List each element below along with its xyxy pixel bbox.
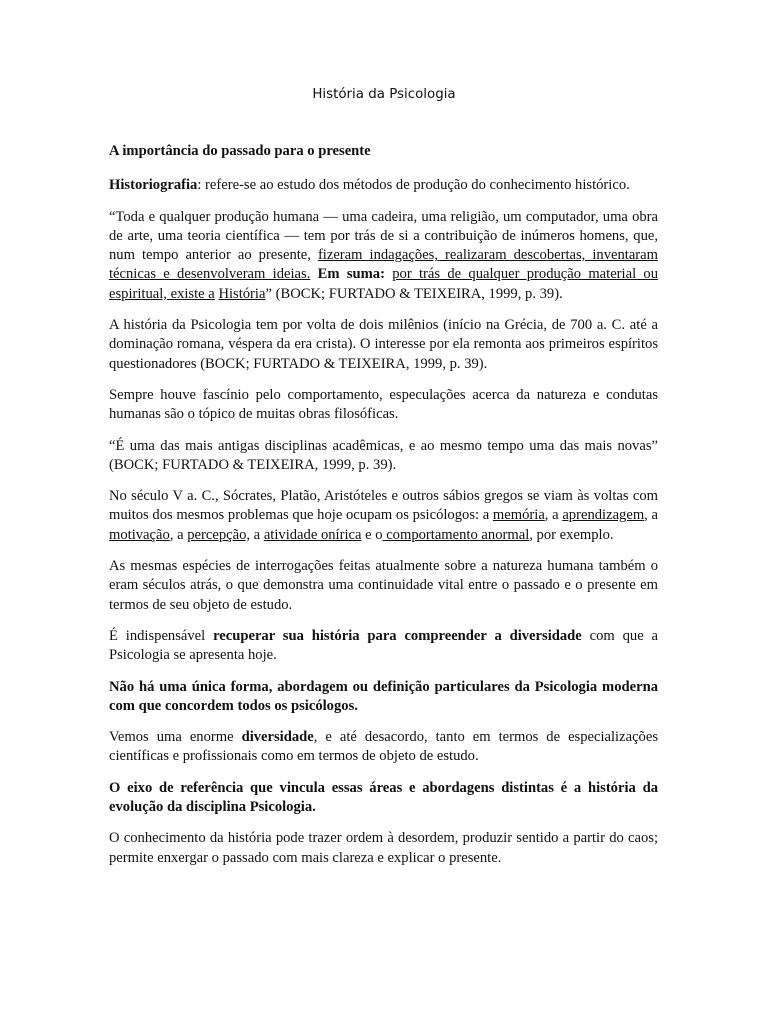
underlined-term-aprendizagem: aprendizagem — [562, 507, 645, 524]
separator: e o — [361, 526, 383, 543]
paragraph-text: Vemos uma enorme — [109, 729, 242, 746]
underlined-text: História — [218, 285, 266, 302]
paragraph-historiografia — [109, 176, 658, 195]
paragraph-text: com que a Psicologia se apresenta hoje. — [109, 627, 658, 664]
paragraph-indispensable — [109, 627, 658, 666]
bold-text: diversidade — [241, 729, 314, 746]
paragraph-fascination: Sempre houve fascínio pelo comportamento, especulações acerca da natureza e condutas humanas são o tópico de muitas obras filosóficas. — [109, 386, 658, 423]
underlined-term-comportamento-anormal: comportamento anormal — [382, 526, 530, 543]
paragraph-history-two-millennia: A história da Psicologia tem por volta de dois milênios (início na Grécia, de 700 a. C. até a dominação romana, véspera da era crista). O interesse por ela remonta aos primeiros espíritos questionadores (BOCK; FURTADO & TEIXEIRA, 1999, p. 39). — [109, 317, 658, 372]
document-body — [109, 142, 658, 880]
bold-text: Em suma: — [317, 266, 385, 283]
underlined-term-memoria: memória — [492, 507, 545, 524]
underlined-text: fizeram indagações, realizaram descobertas, inventaram técnicas e desenvolveram ideias. — [109, 247, 658, 283]
underlined-term-atividade-onirica: atividade onírica — [263, 526, 362, 543]
paragraph-same-questions: As mesmas espécies de interrogações feitas atualmente sobre a natureza humana também o eram séculos atrás, o que demonstra uma continuidade vital entre o passado e o presente em termos de seu objeto de estudo. — [109, 558, 658, 613]
paragraph-reference-axis: O eixo de referência que vincula essas áreas e abordagens distintas é a história da evolução da disciplina Psicologia. — [109, 779, 658, 816]
space — [310, 266, 317, 282]
paragraph-ancient-disciplines-quote: “É uma das mais antigas disciplinas acadêmicas, e ao mesmo tempo uma das mais novas” (BOCK; FURTADO & TEIXEIRA, 1999, p. 39). — [109, 437, 658, 473]
underlined-term-motivacao: motivação — [109, 526, 170, 543]
paragraph-quote-bock — [109, 208, 658, 304]
separator: a — [250, 526, 264, 543]
bold-text: recuperar sua história para compreender a diversidade — [213, 627, 582, 644]
paragraph-text: , e até desacordo, tanto em termos de especializações científicas e profissionais como em termos de objeto de estudo. — [109, 729, 659, 765]
paragraph-text: , por exemplo. — [529, 526, 614, 543]
paragraph-diversity — [109, 728, 658, 767]
paragraph-text: É indispensável — [109, 627, 214, 644]
paragraph-text: ” (BOCK; FURTADO & TEIXEIRA, 1999, p. 39). — [265, 285, 563, 302]
separator: , a — [169, 526, 188, 543]
paragraph-text: “Toda e qualquer produção humana — uma cadeira, uma religião, um computador, uma obra de arte, uma teoria científica — tem por trás de si a contribuição de inúmeros homens, que, num tempo anterior ao presente, — [109, 208, 658, 264]
page-title: História da Psicologia — [312, 87, 456, 102]
underlined-text: por trás de qualquer produção material ou espiritual, existe a — [109, 266, 659, 302]
paragraph-knowledge-order: O conhecimento da história pode trazer ordem à desordem, produzir sentido a partir do caos; permite enxergar o passado com mais clareza e explicar o presente. — [109, 830, 658, 866]
term-historiografia: Historiografia — [109, 177, 198, 194]
paragraph-no-single-form: Não há uma única forma, abordagem ou definição particulares da Psicologia moderna com que concordem todos os psicólogos. — [109, 678, 658, 714]
paragraph-greek-sages — [109, 487, 658, 545]
section-heading: A importância do passado para o presente — [109, 143, 371, 159]
paragraph-text: No século V a. C., Sócrates, Platão, Aristóteles e outros sábios gregos se viam às voltas com muitos dos mesmos problemas que hoje ocupam os psicólogos: a — [109, 488, 658, 524]
separator: , a — [644, 507, 658, 524]
underlined-term-percepcao: percepção, — [187, 526, 251, 543]
separator: , a — [544, 507, 563, 524]
paragraph-text: : refere-se ao estudo dos métodos de produção do conhecimento histórico. — [197, 177, 630, 194]
